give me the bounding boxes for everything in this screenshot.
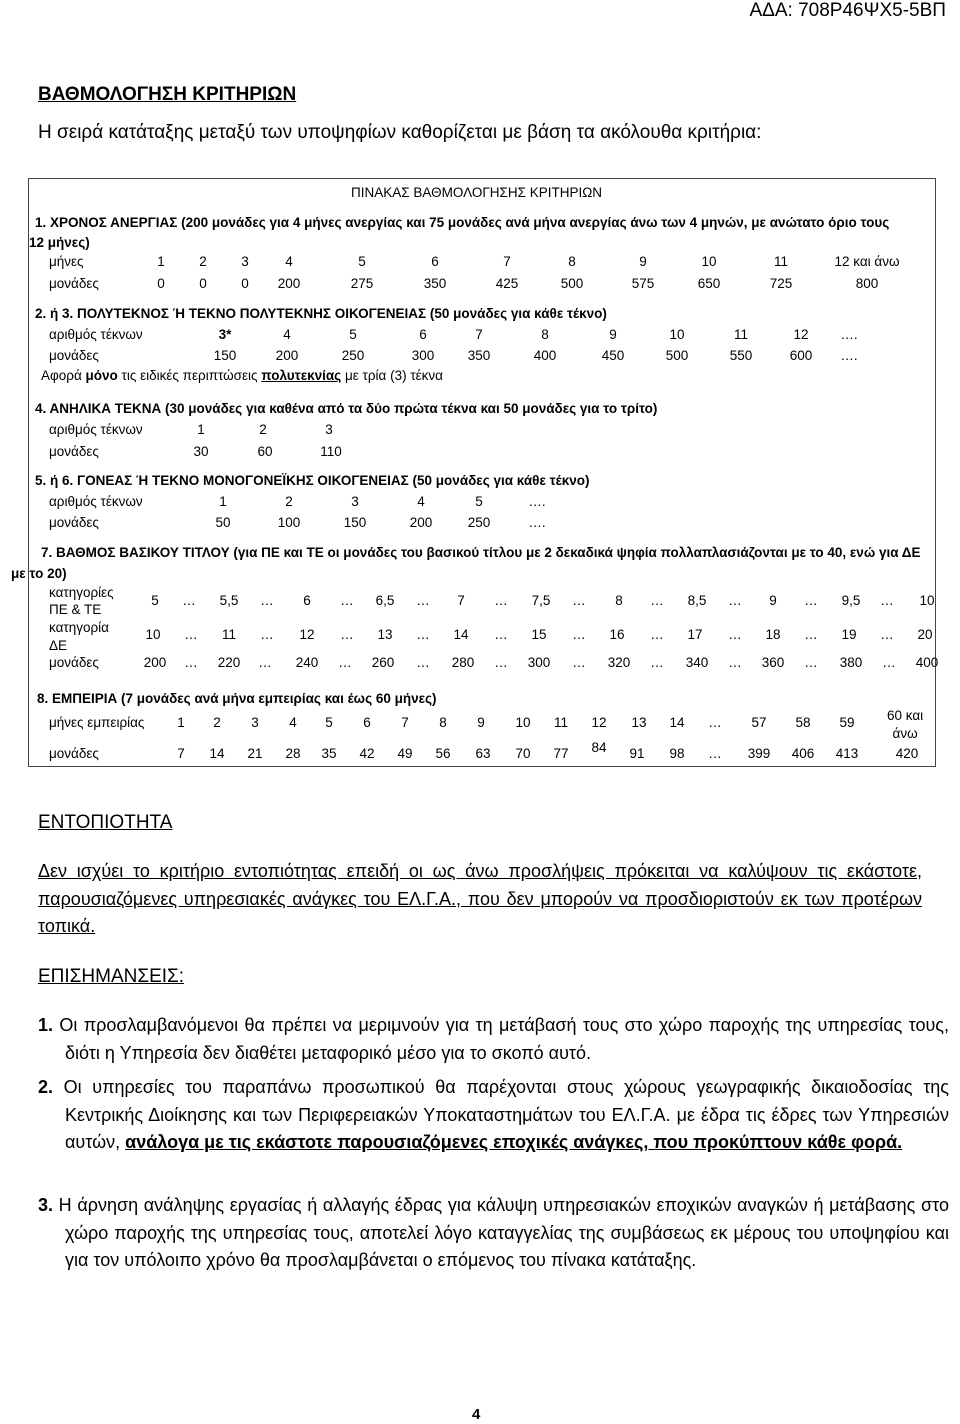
table-cell: … bbox=[804, 593, 818, 608]
s7-label-line: ΠΕ & ΤΕ bbox=[49, 602, 102, 617]
table-cell: … bbox=[416, 655, 430, 670]
table-cell: … bbox=[708, 746, 722, 761]
note-1 bbox=[38, 1012, 949, 1067]
s8-last-line: 60 και bbox=[887, 708, 924, 723]
s2-note-emphasis: πολυτεκνίας bbox=[261, 368, 342, 383]
s7-heading-cont: με το 20) bbox=[11, 566, 67, 581]
table-cell: 5,5 bbox=[219, 593, 239, 608]
table-cell: 450 bbox=[601, 348, 625, 363]
table-cell: 9 bbox=[769, 593, 777, 608]
table-cell: 10 bbox=[919, 593, 935, 608]
table-cell: 6 bbox=[363, 715, 371, 730]
page-number: 4 bbox=[472, 1406, 481, 1423]
table-cell: 6 bbox=[431, 254, 439, 269]
table-cell: 35 bbox=[321, 746, 337, 761]
note-number: 1. bbox=[38, 1015, 54, 1035]
section-title-notes: ΕΠΙΣΗΜΑΝΣΕΙΣ: bbox=[38, 966, 185, 987]
s2-note-part: Αφορά bbox=[41, 368, 86, 383]
s1-heading-cont: 12 μήνες) bbox=[29, 235, 90, 250]
table-cell: 12 bbox=[591, 715, 607, 730]
table-cell: 12 και άνω bbox=[834, 254, 900, 269]
table-cell: 100 bbox=[277, 515, 301, 530]
table-cell: 5 bbox=[349, 327, 357, 342]
table-cell: … bbox=[882, 655, 896, 670]
table-cell: 3 bbox=[325, 422, 333, 437]
s2-note-part: τις ειδικές περιπτώσεις bbox=[117, 368, 262, 383]
table-cell: … bbox=[258, 655, 272, 670]
s7-row-pe-te-label bbox=[49, 584, 114, 618]
note-text: Οι προσλαμβανόμενοι θα πρέπει να μεριμνούν για τη μετάβασή τους στο χώρο παροχής της υπηρεσίας τους, διότι η Υπηρεσία δεν διαθέτει μεταφορικό μέσο για το σκοπό αυτό. bbox=[59, 1015, 949, 1063]
table-cell: 7 bbox=[177, 746, 185, 761]
table-cell: …. bbox=[528, 494, 546, 509]
table-cell: 3* bbox=[218, 327, 232, 342]
table-cell: … bbox=[494, 593, 508, 608]
s8-row-points-label: μονάδες bbox=[49, 746, 99, 761]
s1-row-months-label: μήνες bbox=[49, 254, 84, 269]
table-cell: … bbox=[804, 655, 818, 670]
table-cell: 4 bbox=[289, 715, 297, 730]
table-cell: 12 bbox=[299, 627, 315, 642]
table-cell: 63 bbox=[475, 746, 491, 761]
table-cell: 42 bbox=[359, 746, 375, 761]
table-cell: 58 bbox=[795, 715, 811, 730]
table-cell: 4 bbox=[417, 494, 425, 509]
table-cell: … bbox=[728, 593, 742, 608]
table-cell: 400 bbox=[533, 348, 557, 363]
table-cell: 240 bbox=[295, 655, 319, 670]
table-cell: 260 bbox=[371, 655, 395, 670]
table-cell: 98 bbox=[669, 746, 685, 761]
table-cell: 300 bbox=[411, 348, 435, 363]
table-cell: 0 bbox=[157, 276, 165, 291]
table-cell: 30 bbox=[193, 444, 209, 459]
table-cell: 10 bbox=[669, 327, 685, 342]
table-cell: 14 bbox=[453, 627, 469, 642]
table-cell: … bbox=[494, 655, 508, 670]
table-cell: 6,5 bbox=[375, 593, 395, 608]
s8-heading: 8. ΕΜΠΕΙΡΙΑ (7 μονάδες ανά μήνα εμπειρίας και έως 60 μήνες) bbox=[37, 691, 437, 706]
note-emphasis: ανάλογα με τις εκάστοτε παρουσιαζόμενες εποχικές ανάγκες, που προκύπτουν κάθε φορά. bbox=[125, 1132, 903, 1152]
s7-label-line: κατηγορίες bbox=[49, 585, 114, 600]
s4-row-points-label: μονάδες bbox=[49, 444, 99, 459]
table-cell: … bbox=[338, 655, 352, 670]
s2-row-children-label: αριθμός τέκνων bbox=[49, 327, 143, 342]
table-cell: 60 bbox=[257, 444, 273, 459]
section-title-scoring: ΒΑΘΜΟΛΟΓΗΣΗ ΚΡΙΤΗΡΙΩΝ bbox=[38, 84, 297, 105]
table-cell: 5 bbox=[358, 254, 366, 269]
table-cell: 200 bbox=[277, 276, 301, 291]
table-cell: 2 bbox=[213, 715, 221, 730]
s8-row-months-label: μήνες εμπειρίας bbox=[49, 715, 145, 730]
table-cell: 77 bbox=[553, 746, 569, 761]
table-cell: 380 bbox=[839, 655, 863, 670]
table-cell: … bbox=[494, 627, 508, 642]
table-cell: 2 bbox=[199, 254, 207, 269]
table-cell: 28 bbox=[285, 746, 301, 761]
table-cell: 360 bbox=[761, 655, 785, 670]
table-cell: 12 bbox=[793, 327, 809, 342]
table-cell: 425 bbox=[495, 276, 519, 291]
table-cell: … bbox=[184, 655, 198, 670]
table-cell: … bbox=[572, 655, 586, 670]
s7-label-line: κατηγορία bbox=[49, 620, 109, 635]
table-cell: 7 bbox=[457, 593, 465, 608]
table-cell: 17 bbox=[687, 627, 703, 642]
table-cell: … bbox=[184, 627, 198, 642]
table-cell: 420 bbox=[895, 746, 919, 761]
table-cell: … bbox=[650, 593, 664, 608]
table-cell: 406 bbox=[791, 746, 815, 761]
table-cell: 7 bbox=[401, 715, 409, 730]
table-cell: … bbox=[708, 715, 722, 730]
s7-heading: 7. ΒΑΘΜΟΣ ΒΑΣΙΚΟΥ ΤΙΤΛΟΥ (για ΠΕ και ΤΕ οι μονάδες του βασικού τίτλου με 2 δεκαδικά ψηφία πολλαπλασιάζονται με το 40, ενώ για ΔΕ bbox=[41, 545, 921, 560]
table-cell: 500 bbox=[560, 276, 584, 291]
table-cell: 725 bbox=[769, 276, 793, 291]
table-cell: 1 bbox=[157, 254, 165, 269]
table-cell: 0 bbox=[241, 276, 249, 291]
s1-heading: 1. ΧΡΟΝΟΣ ΑΝΕΡΓΙΑΣ (200 μονάδες για 4 μήνες ανεργίας και 75 μονάδες ανά μήνα ανεργίας άνω των 4 μηνών, με ανώτατο όριο τους bbox=[35, 215, 890, 230]
s2-note bbox=[41, 368, 443, 383]
table-cell: … bbox=[340, 593, 354, 608]
table-cell: 250 bbox=[467, 515, 491, 530]
table-cell: 200 bbox=[409, 515, 433, 530]
s2-note-emphasis: μόνο bbox=[85, 368, 118, 383]
table-cell: 16 bbox=[609, 627, 625, 642]
table-cell: 275 bbox=[350, 276, 374, 291]
criteria-table bbox=[11, 178, 939, 767]
s2-row-points-label: μονάδες bbox=[49, 348, 99, 363]
table-cell: … bbox=[880, 593, 894, 608]
table-cell: 4 bbox=[283, 327, 291, 342]
table-cell: 56 bbox=[435, 746, 451, 761]
table-cell: 11 bbox=[553, 715, 569, 730]
table-cell: 9,5 bbox=[841, 593, 861, 608]
table-cell: 50 bbox=[215, 515, 231, 530]
table-cell: 575 bbox=[631, 276, 655, 291]
table-cell: 13 bbox=[377, 627, 393, 642]
table-cell: 8 bbox=[541, 327, 549, 342]
table-cell: 320 bbox=[607, 655, 631, 670]
table-cell: 600 bbox=[789, 348, 813, 363]
s5-heading: 5. ή 6. ΓΟΝΕΑΣ Ή ΤΕΚΝΟ ΜΟΝΟΓΟΝΕΪΚΗΣ ΟΙΚΟΓΕΝΕΙΑΣ (50 μονάδες για κάθε τέκνο) bbox=[35, 473, 590, 488]
table-cell: … bbox=[650, 627, 664, 642]
table-cell: 150 bbox=[343, 515, 367, 530]
table-cell: … bbox=[416, 593, 430, 608]
table-cell: 10 bbox=[515, 715, 531, 730]
table-cell: 57 bbox=[751, 715, 767, 730]
table-cell: 6 bbox=[419, 327, 427, 342]
section-title-locality: ΕΝΤΟΠΙΟΤΗΤΑ bbox=[38, 812, 173, 833]
table-cell: … bbox=[182, 593, 196, 608]
table-cell: … bbox=[260, 593, 274, 608]
table-cell: … bbox=[416, 627, 430, 642]
table-cell: 49 bbox=[397, 746, 413, 761]
table-cell: … bbox=[728, 627, 742, 642]
note-text: Οι υπηρεσίες του παραπάνω προσωπικού θα παρέχονται στους χώρους γεωγραφικής δικαιοδοσίας της Κεντρικής Διοίκησης και των Περιφερειακών Υποκαταστημάτων του ΕΛ.Γ.Α. με έδρα τις έδρες των Υπηρεσιών αυτών, bbox=[63, 1077, 949, 1152]
table-cell: 7,5 bbox=[531, 593, 551, 608]
note-2 bbox=[38, 1074, 949, 1157]
table-cell: 11 bbox=[773, 254, 789, 269]
table-cell: 3 bbox=[351, 494, 359, 509]
table-cell: 3 bbox=[251, 715, 259, 730]
table-cell: 5 bbox=[325, 715, 333, 730]
table-cell: 21 bbox=[247, 746, 263, 761]
table-cell: 4 bbox=[285, 254, 293, 269]
s7-row-de-label bbox=[49, 619, 109, 655]
table-cell: 3 bbox=[241, 254, 249, 269]
table-cell: 300 bbox=[527, 655, 551, 670]
table-cell: 350 bbox=[423, 276, 447, 291]
table-cell: 200 bbox=[143, 655, 167, 670]
table-cell: 150 bbox=[213, 348, 237, 363]
s8-last-line: άνω bbox=[892, 726, 918, 741]
table-cell: 9 bbox=[639, 254, 647, 269]
table-cell: 10 bbox=[145, 627, 161, 642]
s5-row-points-label: μονάδες bbox=[49, 515, 99, 530]
table-cell: 10 bbox=[701, 254, 717, 269]
note-text: Η άρνηση ανάληψης εργασίας ή αλλαγής έδρας για κάλυψη υπηρεσιακών εποχικών αναγκών ή μετάβασης στο χώρο παροχής της υπηρεσίας τους, αποτελεί λόγο καταγγελίας της συμβάσεως εκ μέρους του υποψηφίου και για τον υπόλοιπο χρόνο θα προσλαμβάνεται ο επόμενος του πίνακα κατάταξης. bbox=[58, 1195, 949, 1270]
table-cell: 413 bbox=[835, 746, 859, 761]
table-cell: 5 bbox=[151, 593, 159, 608]
table-cell: … bbox=[804, 627, 818, 642]
table-cell: 9 bbox=[477, 715, 485, 730]
table-cell: 550 bbox=[729, 348, 753, 363]
table-cell: 2 bbox=[259, 422, 267, 437]
table-cell: … bbox=[572, 593, 586, 608]
table-cell: … bbox=[572, 627, 586, 642]
table-cell: 8 bbox=[568, 254, 576, 269]
table-cell: 650 bbox=[697, 276, 721, 291]
table-cell: 8 bbox=[439, 715, 447, 730]
note-3 bbox=[38, 1192, 949, 1275]
s2-heading: 2. ή 3. ΠΟΛΥΤΕΚΝΟΣ Ή ΤΕΚΝΟ ΠΟΛΥΤΕΚΝΗΣ ΟΙΚΟΓΕΝΕΙΑΣ (50 μονάδες για κάθε τέκνο) bbox=[35, 306, 607, 321]
table-title: ΠΙΝΑΚΑΣ ΒΑΘΜΟΛΟΓΗΣΗΣ ΚΡΙΤΗΡΙΩΝ bbox=[351, 185, 603, 200]
table-cell: 0 bbox=[199, 276, 207, 291]
table-cell: 500 bbox=[665, 348, 689, 363]
table-cell: 8 bbox=[615, 593, 623, 608]
table-cell: 70 bbox=[515, 746, 531, 761]
table-cell: 11 bbox=[221, 627, 237, 642]
table-cell: 6 bbox=[303, 593, 311, 608]
table-cell: … bbox=[880, 627, 894, 642]
document-ada-code: ΑΔΑ: 708Ρ46ΨΧ5-5ΒΠ bbox=[749, 0, 946, 21]
table-cell: 91 bbox=[629, 746, 645, 761]
s4-row-children-label: αριθμός τέκνων bbox=[49, 422, 143, 437]
table-cell: … bbox=[650, 655, 664, 670]
s1-row-points-label: μονάδες bbox=[49, 276, 99, 291]
table-cell: 18 bbox=[765, 627, 781, 642]
table-cell: … bbox=[728, 655, 742, 670]
table-cell: 7 bbox=[475, 327, 483, 342]
table-cell: 11 bbox=[733, 327, 749, 342]
table-cell: 280 bbox=[451, 655, 475, 670]
s7-label-line: ΔΕ bbox=[49, 638, 68, 653]
table-cell: 8,5 bbox=[687, 593, 707, 608]
table-cell: 7 bbox=[503, 254, 511, 269]
table-cell: 5 bbox=[475, 494, 483, 509]
table-cell: 110 bbox=[320, 444, 342, 459]
table-cell: 2 bbox=[285, 494, 293, 509]
s5-row-children-label: αριθμός τέκνων bbox=[49, 494, 143, 509]
table-cell: 1 bbox=[177, 715, 185, 730]
locality-paragraph: Δεν ισχύει το κριτήριο εντοπιότητας επειδή οι ως άνω προσλήψεις πρόκειται να καλύψουν τις εκάστοτε, παρουσιαζόμενες υπηρεσιακές ανάγκες του ΕΛ.Γ.Α., που δεν μπορούν να προσδιοριστούν εκ των προτέρων τοπικά. bbox=[38, 861, 922, 936]
table-cell: 800 bbox=[855, 276, 879, 291]
table-cell: 13 bbox=[631, 715, 647, 730]
table-cell: 350 bbox=[467, 348, 491, 363]
s4-heading: 4. ΑΝΗΛΙΚΑ ΤΕΚΝΑ (30 μονάδες για καθένα από τα δύο πρώτα τέκνα και 50 μονάδες για το τρίτο) bbox=[35, 401, 658, 416]
note-number: 3. bbox=[38, 1195, 54, 1215]
table-cell: 400 bbox=[915, 655, 939, 670]
table-cell: … bbox=[340, 627, 354, 642]
s2-note-part: με τρία (3) τέκνα bbox=[341, 368, 443, 383]
table-cell: 14 bbox=[669, 715, 685, 730]
table-cell: 84 bbox=[591, 740, 607, 755]
table-cell: 1 bbox=[197, 422, 205, 437]
table-cell: 20 bbox=[917, 627, 933, 642]
s7-row-points-label: μονάδες bbox=[49, 655, 99, 670]
table-cell: 399 bbox=[747, 746, 771, 761]
table-cell: 14 bbox=[209, 746, 225, 761]
table-cell: …. bbox=[528, 515, 546, 530]
table-cell: …. bbox=[840, 327, 858, 342]
table-cell: 250 bbox=[341, 348, 365, 363]
locality-text bbox=[38, 858, 922, 941]
table-cell: 59 bbox=[839, 715, 855, 730]
table-cell: 1 bbox=[219, 494, 227, 509]
table-cell: 200 bbox=[275, 348, 299, 363]
table-cell: 340 bbox=[685, 655, 709, 670]
intro-text: Η σειρά κατάταξης μεταξύ των υποψηφίων καθορίζεται με βάση τα ακόλουθα κριτήρια: bbox=[38, 122, 762, 143]
table-cell: … bbox=[260, 627, 274, 642]
table-cell: 220 bbox=[217, 655, 241, 670]
table-cell: 19 bbox=[841, 627, 857, 642]
table-cell: 15 bbox=[531, 627, 547, 642]
table-cell: 9 bbox=[609, 327, 617, 342]
s8-last-month-label bbox=[887, 707, 923, 743]
table-cell: …. bbox=[840, 348, 858, 363]
note-number: 2. bbox=[38, 1077, 54, 1097]
